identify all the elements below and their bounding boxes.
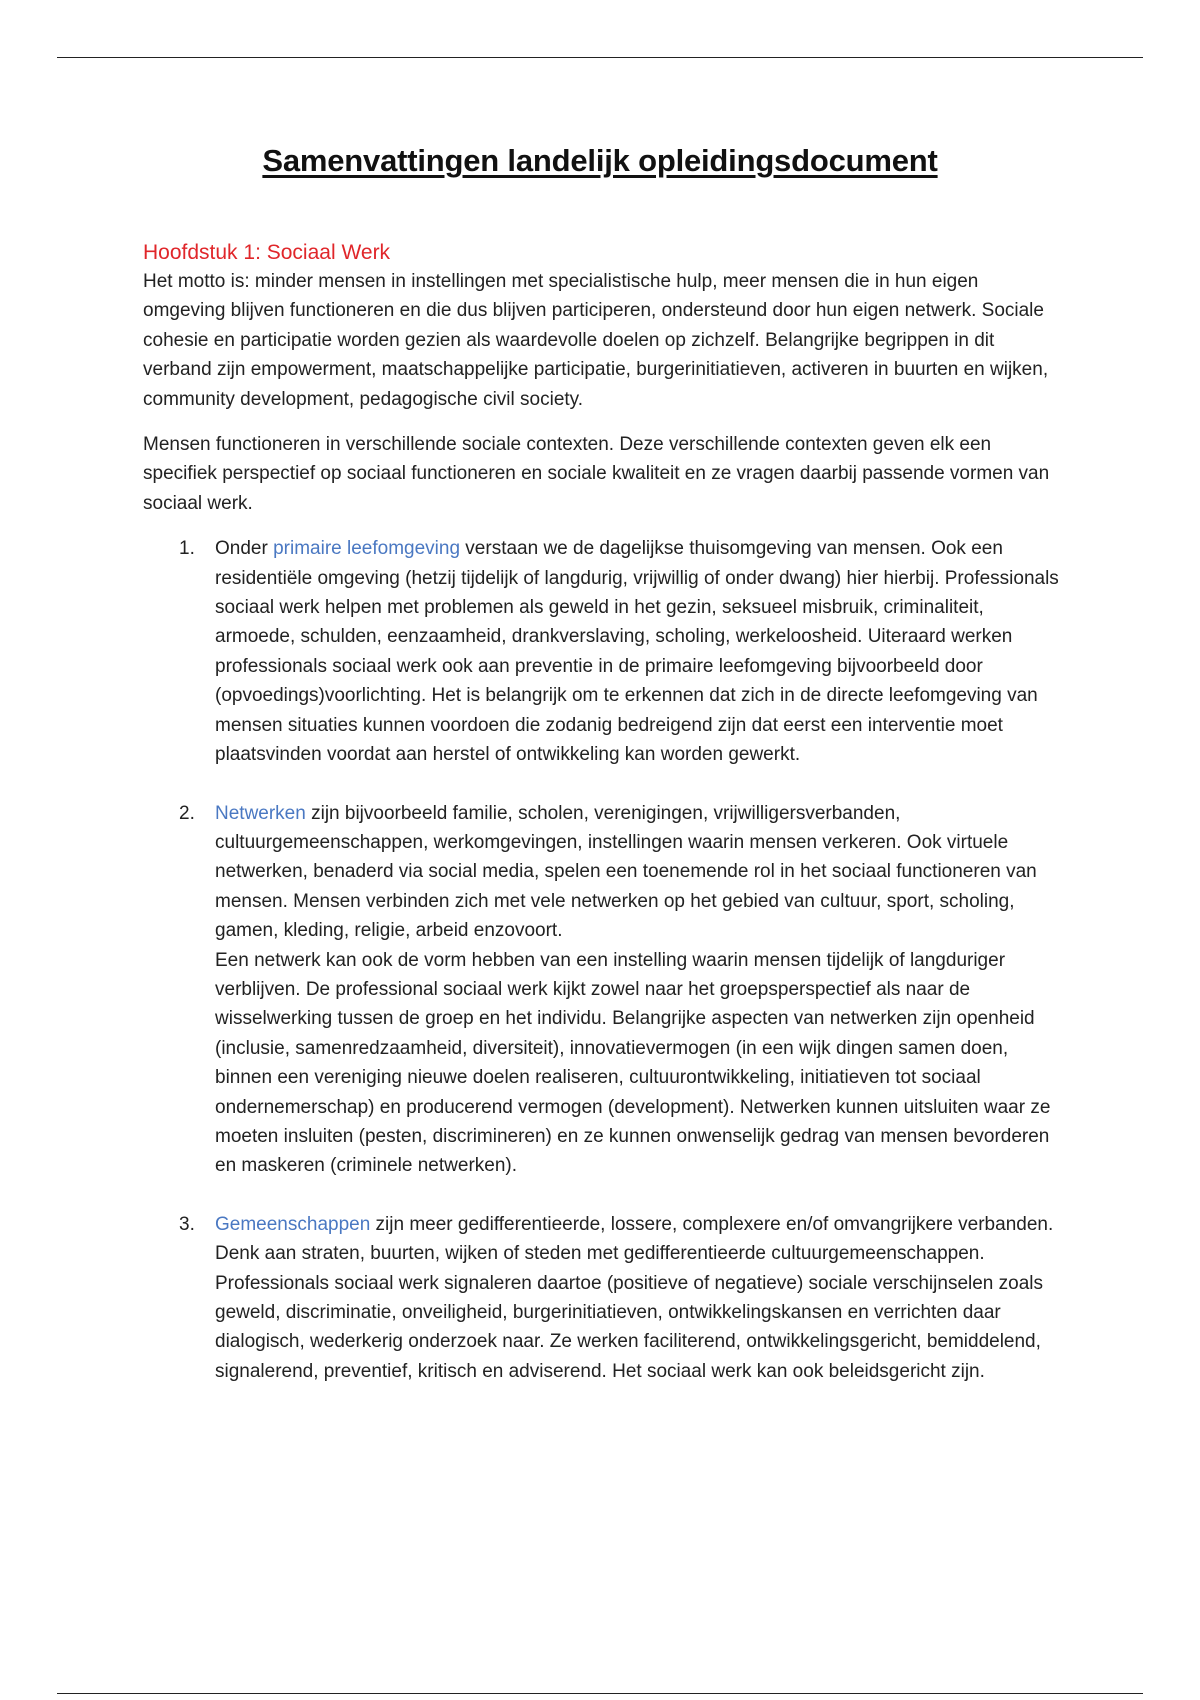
list-item: [143, 799, 1063, 1181]
header-rule: [57, 57, 1143, 58]
list-item-body: zijn bijvoorbeeld familie, scholen, verenigingen, vrijwilligersverbanden, cultuurgemeenschappen, werkomgevingen, instellingen waarin mensen verkeren. Ook virtuele netwerken, benaderd via social media, spelen een toenemende rol in het sociaal functioneren van mensen. Mensen verbinden zich met vele netwerken op het gebied van cultuur, sport, scholing, gamen, kleding, religie, arbeid enzovoort.: [215, 802, 1037, 942]
chapter-heading: Hoofdstuk 1: Sociaal Werk: [143, 241, 391, 264]
list-item: [143, 534, 1063, 769]
list-item-body: zijn meer gedifferentieerde, lossere, complexere en/of omvangrijkere verbanden. Denk aan straten, buurten, wijken of steden met gedifferentieerde cultuurgemeenschappen. Professionals sociaal werk signaleren daartoe (positieve of negatieve) sociale verschijnselen zoals geweld, discriminatie, onveiligheid, burgerinitiatieven, ontwikkelingskansen en verrichten daar dialogisch, wederkerig onderzoek naar. Ze werken faciliterend, ontwikkelingsgericht, bemiddelend, signalerend, preventief, kritisch en adviserend. Het sociaal werk kan ook beleidsgericht zijn.: [215, 1213, 1054, 1382]
list-item-term: primaire leefomgeving: [273, 538, 461, 560]
list-number: 2.: [179, 802, 195, 824]
list-item-lead: Onder: [215, 538, 274, 560]
list-item: [143, 1210, 1063, 1386]
footer-rule: [57, 1693, 1143, 1694]
intro-paragraph-2: Mensen functioneren in verschillende sociale contexten. Deze verschillende contexten geven elk een specifiek perspectief op sociaal functioneren en sociale kwaliteit en ze vragen daarbij passende vormen van sociaal werk.: [143, 434, 1050, 514]
intro-paragraph-1: Het motto is: minder mensen in instellingen met specialistische hulp, meer mensen die in hun eigen omgeving blijven functioneren en die dus blijven participeren, ondersteund door hun eigen netwerk. Sociale cohesie en participatie worden gezien als waardevolle doelen op zichzelf. Belangrijke begrippen in dit verband zijn empowerment, maatschappelijke participatie, burgerinitiatieven, activeren in buurten en wijken, community development, pedagogische civil society.: [143, 271, 1049, 410]
list-number: 3.: [179, 1213, 195, 1235]
list-item-text: [215, 534, 1063, 769]
list-item-text: [215, 799, 1063, 946]
document-title: Samenvattingen landelijk opleidingsdocument: [262, 143, 938, 178]
list-number: 1.: [179, 538, 195, 560]
document-body: [143, 238, 1063, 1415]
context-list: [143, 534, 1063, 1386]
list-item-term: Netwerken: [215, 802, 306, 824]
list-item-text: [215, 1210, 1063, 1386]
list-item-body: verstaan we de dagelijkse thuisomgeving van mensen. Ook een residentiële omgeving (hetzij tijdelijk of langdurig, vrijwillig of onder dwang) hier hierbij. Professionals sociaal werk helpen met problemen als geweld in het gezin, seksueel misbruik, criminaliteit, armoede, schulden, eenzaamheid, drankverslaving, scholing, werkeloosheid. Uiteraard werken professionals sociaal werk ook aan preventie in de primaire leefomgeving bijvoorbeeld door (opvoedings)voorlichting. Het is belangrijk om te erkennen dat zich in de directe leefomgeving van mensen situaties kunnen voordoen die zodanig bedreigend zijn dat eerst een interventie moet plaatsvinden voordat aan herstel of ontwikkeling kan worden gewerkt.: [215, 538, 1059, 766]
list-item-extra: Een netwerk kan ook de vorm hebben van een instelling waarin mensen tijdelijk of langduriger verblijven. De professional sociaal werk kijkt zowel naar het groepsperspectief als naar de wisselwerking tussen de groep en het individu. Belangrijke aspecten van netwerken zijn openheid (inclusie, samenredzaamheid, diversiteit), innovatievermogen (in een wijk dingen samen doen, binnen een vereniging nieuwe doelen realiseren, cultuurontwikkeling, initiatieven tot sociaal ondernemerschap) en producerend vermogen (development). Netwerken kunnen uitsluiten waar ze moeten insluiten (pesten, discrimineren) en ze kunnen onwenselijk gedrag van mensen bevorderen en maskeren (criminele netwerken).: [215, 949, 1051, 1177]
list-item-term: Gemeenschappen: [215, 1213, 371, 1235]
